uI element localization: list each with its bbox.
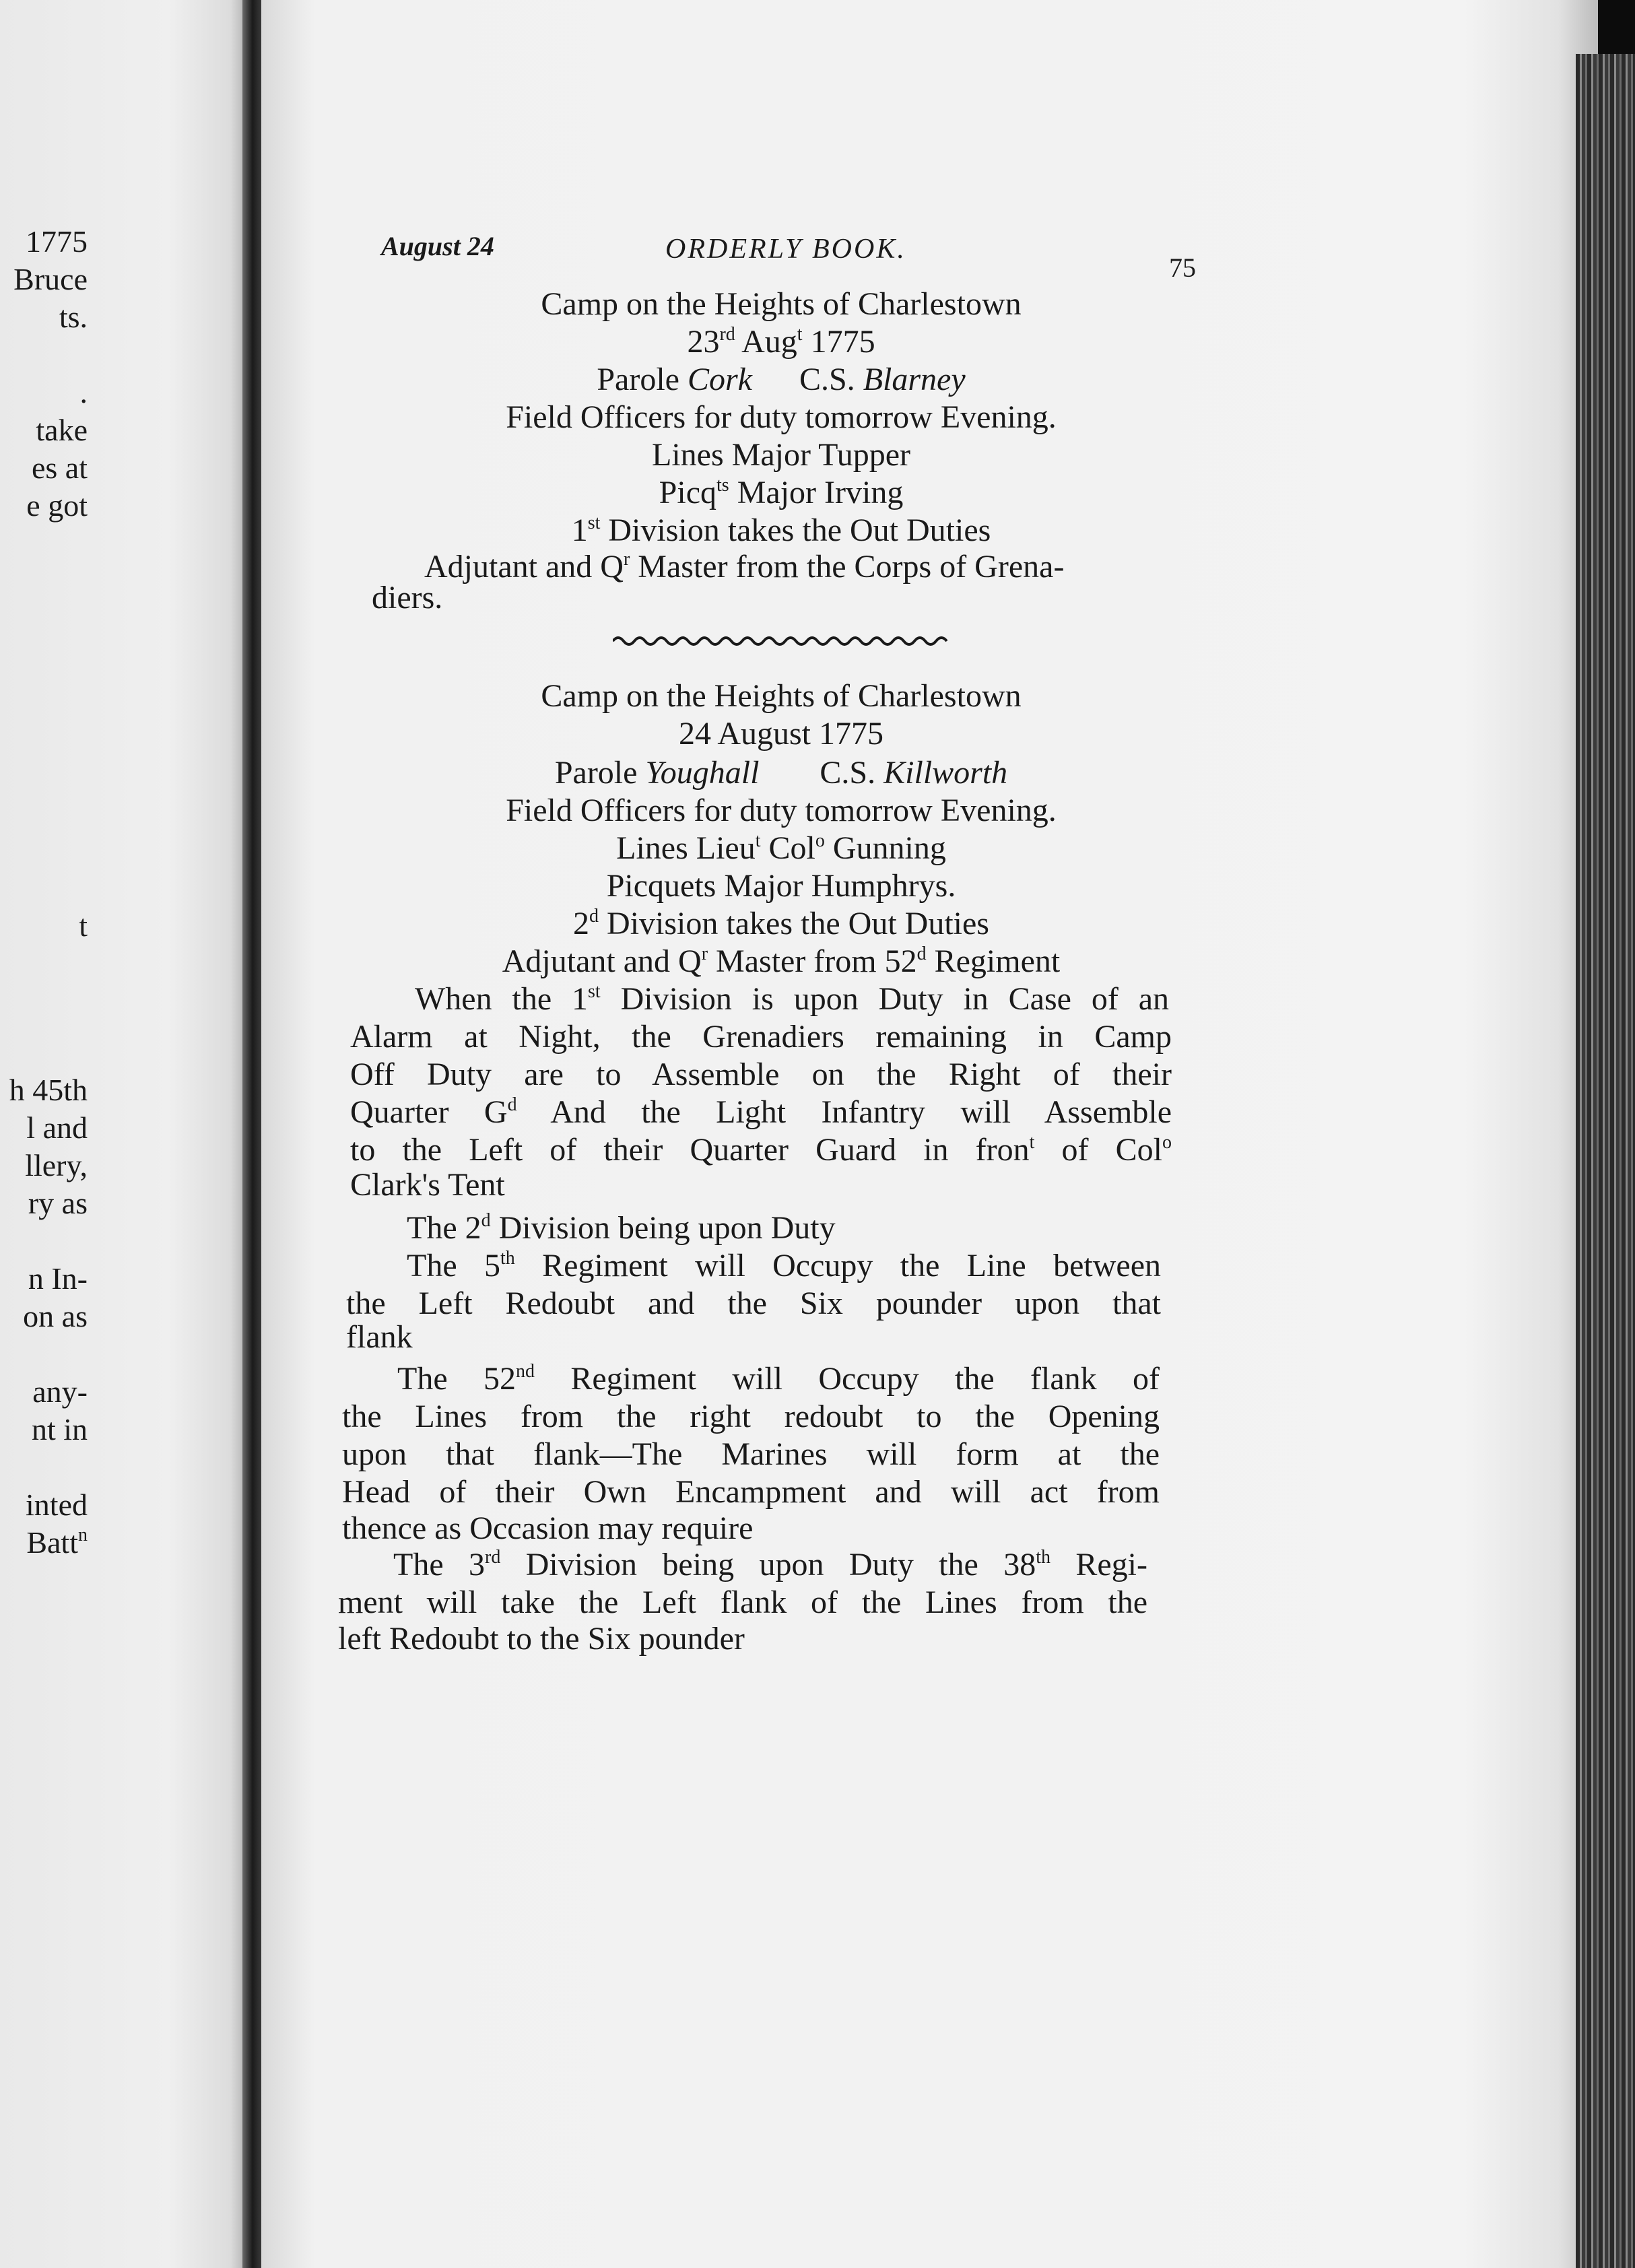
left-page-fragment: ts.	[59, 300, 88, 334]
section-divider-wave	[613, 633, 949, 649]
entry1-field-officers: Field Officers for duty tomorrow Evening.	[506, 399, 1057, 435]
entry2-para4-line1: The 52nd Regiment will Occupy the flank of	[397, 1361, 1160, 1397]
entry2-camp: Camp on the Heights of Charlestown	[541, 678, 1022, 714]
left-page-fragment: ry as	[28, 1186, 88, 1220]
entry2-para2: The 2$^d$ Division being upon Duty	[407, 1210, 836, 1246]
left-page-fragment: Bruce	[13, 262, 88, 296]
entry1-parole: Parole Cork C.S. Blarney	[597, 362, 966, 397]
entry2-lines: Lines Lieu$^t$ Col$^o$ Gunning	[616, 830, 946, 866]
entry1-date: 23rd Aug$^t$ 1775	[687, 324, 875, 360]
left-page-fragment: any-	[32, 1374, 88, 1409]
entry2-para1-line3: Off Duty are to Assemble on the Right of their	[350, 1057, 1172, 1092]
left-page-fragment: llery,	[25, 1148, 88, 1182]
entry2-para1-line6: Clark's Tent	[350, 1167, 505, 1203]
entry1-picqs: Picq$^{ts}$ Major Irving	[659, 475, 904, 510]
entry2-para3-line3: flank	[346, 1319, 413, 1355]
left-page-fragment: .	[79, 375, 88, 409]
entry2-para5-line1: The 3rd Division being upon Duty the 38th Regi-	[393, 1547, 1147, 1582]
left-page-fragment: t	[79, 908, 88, 943]
left-page-text-fragments	[0, 0, 88, 2268]
page-number: 75	[1169, 253, 1196, 283]
left-page-fragment: es at	[31, 451, 88, 485]
entry2-division: 2$^d$ Division takes the Out Duties	[573, 906, 989, 941]
running-head-title: ORDERLY BOOK.	[665, 234, 906, 265]
left-page-fragment: l and	[26, 1110, 88, 1145]
entry2-parole: Parole Youghall C.S. Killworth	[554, 755, 1008, 791]
entry2-para4-line4: Head of their Own Encampment and will act from	[342, 1474, 1160, 1510]
left-page-fragment: nt in	[31, 1412, 88, 1446]
left-page-fragment: h 45th	[9, 1073, 88, 1107]
entry1-adjutant: Adjutant and $Q^r$ Master from the Corps of Grena-	[424, 549, 1065, 585]
book-gutter	[242, 0, 263, 2268]
left-page-fragment: 1775	[26, 224, 88, 259]
entry2-para1-line1: When the 1st Division is upon Duty in Case of an	[415, 981, 1170, 1017]
entry2-para1-line4: Quarter $G^d$ And the Light Infantry will Assemble	[350, 1094, 1172, 1130]
entry2-para1-line2: Alarm at Night, the Grenadiers remaining in Camp	[350, 1019, 1172, 1055]
entry2-para3-line1: The 5th Regiment will Occupy the Line between	[407, 1248, 1162, 1283]
left-page-fragment: inted	[26, 1488, 88, 1522]
entry1-camp: Camp on the Heights of Charlestown	[541, 286, 1022, 322]
entry2-field-officers: Field Officers for duty tomorrow Evening.	[506, 793, 1057, 828]
left-page-fragment: Batt$^n$	[26, 1525, 88, 1560]
entry2-para3-line2: the Left Redoubt and the Six pounder upon that	[346, 1286, 1161, 1321]
entry2-para4-line2: the Lines from the right redoubt to the Opening	[342, 1399, 1160, 1434]
entry2-date: 24 August 1775	[678, 716, 884, 752]
entry2-para4-line3: upon that flank—The Marines will form at the	[342, 1436, 1160, 1472]
entry2-adjutant: Adjutant and $Q^r$ Master from 52$^d$ Regiment	[502, 943, 1061, 979]
entry2-para1-line5: to the Left of their Quarter Guard in fron$^t$ of Col$^o$	[350, 1132, 1172, 1168]
left-page-fragment: e got	[26, 488, 88, 523]
entry1-adjutant-cont: diers.	[372, 580, 443, 615]
left-page	[0, 0, 242, 2268]
entry1-division: 1st Division takes the Out Duties	[571, 512, 991, 548]
entry2-picquets: Picquets Major Humphrys.	[606, 868, 956, 904]
left-page-fragment: on as	[23, 1299, 88, 1333]
left-page-fragment: n In-	[28, 1261, 88, 1296]
page-edges	[1576, 54, 1635, 2268]
running-head-date: August 24	[381, 231, 494, 261]
entry1-lines: Lines Major Tupper	[652, 437, 910, 473]
entry2-para5-line2: ment will take the Left flank of the Lines from the	[338, 1585, 1147, 1620]
left-page-fragment: take	[36, 413, 88, 447]
entry2-para5-line3: left Redoubt to the Six pounder	[338, 1621, 745, 1657]
entry2-para4-line5: thence as Occasion may require	[342, 1510, 754, 1546]
